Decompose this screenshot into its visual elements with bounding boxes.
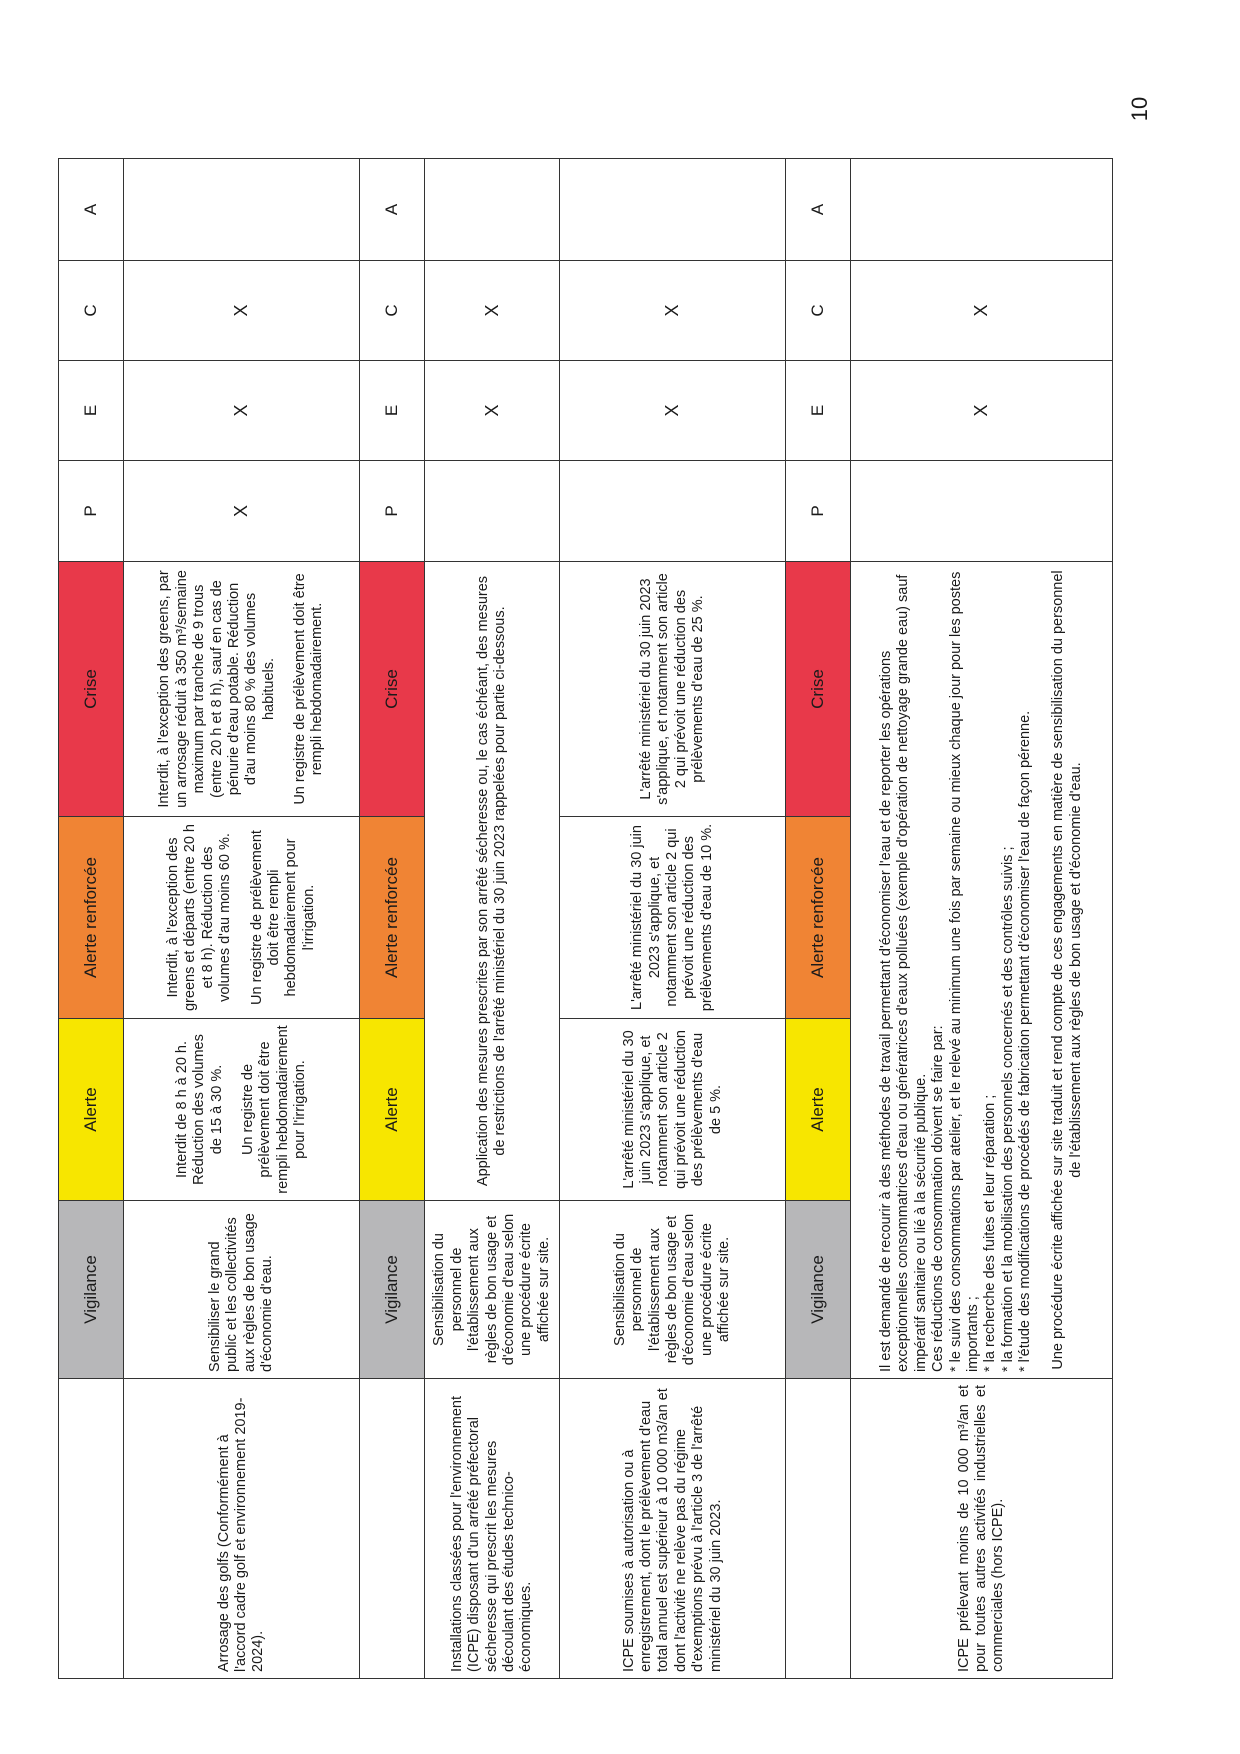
p-icpe-small <box>851 461 1113 562</box>
crise-golfs-text-2: Un registre de prélèvement doit être rempli hebdomadairement. <box>292 573 326 805</box>
header-a-3: A <box>786 159 851 261</box>
header-blank <box>59 1379 124 1679</box>
activity-icpe-small: ICPE prélevant moins de 10 000 m³/an et pour toutes autres activités industrielles et commerciales (hors ICPE). <box>851 1379 1113 1679</box>
alerte-icpe-autorisation: L'arrêté ministériel du 30 juin 2023 s'applique, et notamment son article 2 qui prévoit une réduction des prélèvements d'eau de 5 %. <box>560 1019 786 1201</box>
header-blank-3 <box>786 1379 851 1679</box>
header-vigilance-2: Vigilance <box>360 1201 425 1379</box>
table-row-icpe-small <box>851 159 1113 1679</box>
icpe-small-intro-2: Ces réductions de consommation doivent se faire par: <box>930 1025 947 1372</box>
c-golfs: X <box>124 261 360 361</box>
header-crise-3: Crise <box>786 562 851 817</box>
vigilance-icpe-autorisation: Sensibilisation du personnel de l'établissement aux règles de bon usage et d'économie d'eau selon une procédure écrite affichée sur site. <box>560 1201 786 1379</box>
icpe-small-intro: Il est demandé de recourir à des méthodes de travail permettant d'économiser l'eau et de reporter les opérations exceptionnelles consommatrices d'eau ou génératrices d'eaux polluées (exemple d'opération de nettoyage grande eau) sauf impératif sanitaire ou lié à la sécurité publique. <box>877 574 929 1372</box>
header-a: A <box>59 159 124 261</box>
header-c-2: C <box>360 261 425 361</box>
icpe-small-closing: Une procédure écrite affichée sur site traduit et rend compte de ces engagements en matière de sensibilisation du personnel de l'établissement aux règles de bon usage et d'économie d'eau. <box>1050 570 1084 1370</box>
header-crise: Crise <box>59 562 124 817</box>
header-crise-2: Crise <box>360 562 425 817</box>
crise-golfs-text-1: Interdit, à l'exception des greens, par un arrosage réduit à 350 m³/semaine maximum par tranche de 9 trous (entre 20 h et 8 h), sauf en cas de pénurie d'eau potable. Réduction d'au moins 80 % des volumes habituels. <box>156 570 277 808</box>
list-item: * le suivi des consommations par atelier, et le relevé au minimum une fois par semaine ou mieux chaque jour pour les postes importants ; <box>947 571 981 1372</box>
c-icpe-small: X <box>851 261 1113 361</box>
header-alerte-renforcee: Alerte renforcée <box>59 817 124 1019</box>
e-golfs: X <box>124 361 360 461</box>
header-p: P <box>59 461 124 562</box>
activity-icpe-autorisation: ICPE soumises à autorisation ou à enregistrement, dont le prélèvement d'eau total annuel est supérieur à 10 000 m3/an et dont l'activité ne relève pas du régime d'exemptions prévu à l'article 3 de l'arrêté ministériel du 30 juin 2023. <box>560 1379 786 1679</box>
a-icpe-arrete <box>425 159 560 261</box>
a-icpe-autorisation <box>560 159 786 261</box>
header-p-2: P <box>360 461 425 562</box>
a-icpe-small <box>851 159 1113 261</box>
table-row-icpe-autorisation <box>560 159 786 1679</box>
p-golfs: X <box>124 461 360 562</box>
header-e-3: E <box>786 361 851 461</box>
alerte-golfs-text-1: Interdit de 8 h à 20 h. Réduction des volumes de 15 à 30 %. <box>173 1034 225 1185</box>
header-vigilance: Vigilance <box>59 1201 124 1379</box>
header-c: C <box>59 261 124 361</box>
list-item: * l'étude des modifications de procédés de fabrication permettant d'économiser l'eau de façon pérenne. <box>1017 710 1034 1372</box>
alerte-renforcee-golfs <box>124 817 360 1019</box>
header-e-2: E <box>360 361 425 461</box>
e-icpe-small: X <box>851 361 1113 461</box>
header-row <box>59 159 124 1679</box>
header-alerte: Alerte <box>59 1019 124 1201</box>
e-icpe-autorisation: X <box>560 361 786 461</box>
vigilance-golfs: Sensibiliser le grand public et les collectivités aux règles de bon usage d'économie d'eau. <box>124 1201 360 1379</box>
header-c-3: C <box>786 261 851 361</box>
e-icpe-arrete: X <box>425 361 560 461</box>
header-p-3: P <box>786 461 851 562</box>
header-alerte-2: Alerte <box>360 1019 425 1201</box>
header-alerte-renforcee-3: Alerte renforcée <box>786 817 851 1019</box>
alerte-renforcee-icpe-autorisation: L'arrêté ministériel du 30 juin 2023 s'applique, et notamment son article 2 qui prévoit une réduction des prélèvements d'eau de 10 %. <box>560 817 786 1019</box>
header-e: E <box>59 361 124 461</box>
p-icpe-autorisation <box>560 461 786 562</box>
header-row-3 <box>786 159 851 1679</box>
list-item: * la recherche des fuites et leur réparation ; <box>982 1094 999 1372</box>
vigilance-icpe-arrete: Sensibilisation du personnel de l'établissement aux règles de bon usage et d'économie d'eau selon une procédure écrite affichée sur site. <box>425 1201 560 1379</box>
header-alerte-renforcee-2: Alerte renforcée <box>360 817 425 1019</box>
header-a-2: A <box>360 159 425 261</box>
a-golfs <box>124 159 360 261</box>
rotated-table-wrapper <box>58 159 1113 1679</box>
alerte-renforcee-golfs-text-2: Un registre de prélèvement doit être rempli hebdomadairement pour l'irrigation. <box>248 830 317 1005</box>
merged-measures-icpe-arrete: Application des mesures prescrites par son arrêté sécheresse ou, le cas échéant, des mesures de restrictions de l'arrêté ministériel du 30 juin 2023 rappelées pour partie ci-dessous. <box>425 562 560 1201</box>
alerte-golfs <box>124 1019 360 1201</box>
table-row-icpe-arrete <box>425 159 560 1679</box>
page-number: 10 <box>1127 96 1152 122</box>
p-icpe-arrete <box>425 461 560 562</box>
c-icpe-autorisation: X <box>560 261 786 361</box>
crise-icpe-autorisation: L'arrêté ministériel du 30 juin 2023 s'applique, et notamment son article 2 qui prévoit une réduction des prélèvements d'eau de 25 %. <box>560 562 786 817</box>
table-row-golfs <box>124 159 360 1679</box>
restriction-measures-table <box>58 158 1113 1679</box>
crise-golfs <box>124 562 360 817</box>
activity-icpe-arrete: Installations classées pour l'environnement (ICPE) disposant d'un arrêté préfectoral sécheresse qui prescrit les mesures découlant des études technico-économiques. <box>425 1379 560 1679</box>
c-icpe-arrete: X <box>425 261 560 361</box>
icpe-small-bullets <box>948 568 1035 1372</box>
measures-icpe-small <box>851 562 1113 1379</box>
alerte-renforcee-golfs-text-1: Interdit, à l'exception des greens et départs (entre 20 h et 8 h). Réduction des volumes d'au moins 60 %. <box>165 824 234 1012</box>
header-row-2 <box>360 159 425 1679</box>
header-vigilance-3: Vigilance <box>786 1201 851 1379</box>
activity-golfs: Arrosage des golfs (Conformément à l'accord cadre golf et environnement 2019-2024). <box>124 1379 360 1679</box>
alerte-golfs-text-2: Un registre de prélèvement doit être rempli hebdomadairement pour l'irrigation. <box>239 1025 309 1194</box>
list-item: * la formation et la mobilisation des personnels concernés et des contrôles suivis ; <box>999 846 1016 1372</box>
header-alerte-3: Alerte <box>786 1019 851 1201</box>
header-blank-2 <box>360 1379 425 1679</box>
